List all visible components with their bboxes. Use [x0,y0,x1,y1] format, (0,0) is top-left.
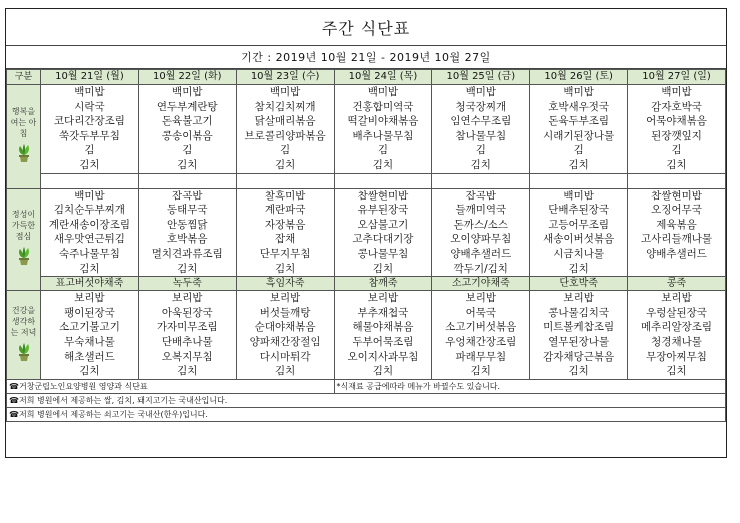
breakfast-day-cell [432,85,530,174]
menu-item: 백미밥 [74,86,105,98]
menu-item: 김 [84,144,95,157]
empty-cell [530,173,628,188]
menu-item: 김치 [470,158,491,171]
menu-item: 시금치나물 [553,247,604,260]
menu-item: 버섯들깨탕 [259,306,311,319]
breakfast-day-cell [138,85,236,174]
menu-item: 김치순두부찌개 [53,204,125,217]
menu-item: 콩송이볶음 [161,129,213,142]
menu-item: 김 [671,144,682,157]
menu-item: 청국장찌개 [455,100,507,113]
dinner-day-cell [628,291,726,380]
lunch-day-cell [236,188,334,277]
menu-item: 백미밥 [172,86,203,98]
menu-item: 다시마튀각 [259,350,311,363]
menu-item: 메추리알장조림 [641,321,713,334]
menu-item: 부추재첩국 [357,306,409,319]
menu-item: 자장볶음 [264,218,306,231]
menu-item: 오삼불고기 [357,218,409,231]
menu-item: 시락국 [74,100,105,113]
menu-item: 양배추샐러드 [450,247,512,260]
dinner-day-cell [530,291,628,380]
lunch-category [7,188,41,291]
header-day: 10월 24일 (목) [334,70,432,85]
menu-item: 두부어묵조림 [352,335,414,348]
menu-item: 깍두기/김치 [453,262,508,275]
menu-item: 무장아찌무침 [646,350,707,363]
dinner-day-cell [138,291,236,380]
menu-item: 쑥갓두부무침 [58,129,120,142]
lunch-day-cell [432,188,530,277]
menu-item: 김치 [274,158,296,171]
menu-item: 잡곡밥 [172,189,203,202]
breakfast-row [7,85,726,174]
empty-cell [236,173,334,188]
menu-item: 배추나물무침 [352,129,414,142]
dinner-day-cell [236,291,334,380]
menu-item: 돈까스/소스 [453,218,508,231]
menu-item: 어묵국 [465,306,497,319]
lunch-day-cell [334,188,432,277]
lunch-row [7,188,726,277]
menu-item: 고추다대기장 [352,233,414,246]
lunch-day-cell [530,188,628,277]
menu-item: 양파채간장절임 [249,335,321,348]
menu-item: 호박볶음 [166,233,208,246]
menu-item: 닭살매리볶음 [254,115,316,128]
menu-item: 브로콜리양파볶음 [244,129,326,142]
menu-sheet [5,8,727,458]
menu-item: 해물야채볶음 [352,321,414,334]
note-menu-change: *식재료 공급에따라 메뉴가 바뀔수도 있습니다. [334,379,725,393]
menu-item: 우엉채간장조림 [445,335,517,348]
dinner-category [7,291,41,380]
menu-item: 김 [182,144,193,157]
menu-item: 제육볶음 [656,218,697,231]
breakfast-category [7,85,41,189]
menu-item: 백미밥 [74,189,105,202]
notes-row-3 [7,407,726,421]
porridge-cell: 단호박죽 [530,277,628,291]
menu-item: 김치 [666,158,687,171]
menu-item: 찰흑미밥 [264,189,306,202]
menu-item: 숙주나물무침 [58,247,120,260]
menu-item: 백미밥 [465,86,497,98]
menu-item: 감자채당근볶음 [543,350,615,363]
menu-item: 보리밥 [367,292,399,305]
menu-item: 김 [475,144,486,157]
breakfast-day-cell [334,85,432,174]
menu-item: 보리밥 [563,292,594,305]
menu-item: 백미밥 [367,86,399,98]
header-day: 10월 27일 (일) [628,70,726,85]
header-day: 10월 25일 (금) [432,70,530,85]
menu-item: 돈육두부조림 [548,115,610,128]
menu-item: 김치 [372,158,394,171]
menu-item: 코다리간장조림 [53,115,125,128]
potted-plant-icon [16,143,32,166]
menu-item: 김치 [177,158,198,171]
breakfast-day-cell [530,85,628,174]
porridge-cell: 표고버섯야채죽 [41,277,139,291]
porridge-cell: 흑임자죽 [236,277,334,291]
menu-item: 새우맛연근튀김 [53,233,125,246]
dinner-day-cell [41,291,139,380]
menu-item: 소고기버섯볶음 [445,321,517,334]
menu-item [628,262,725,277]
menu-item: 백미밥 [563,189,594,202]
menu-item: 김치 [79,365,100,378]
weekly-menu-table [6,69,726,422]
menu-item: 들깨미역국 [455,204,507,217]
header-category: 구분 [7,70,41,85]
menu-item: 김치 [568,365,589,378]
menu-item: 오이양파무침 [450,233,512,246]
dinner-day-cell [334,291,432,380]
dinner-row [7,291,726,380]
menu-item: 김치 [177,262,198,275]
menu-item: 건홍합미역국 [352,100,414,113]
menu-item: 김치 [177,365,198,378]
header-row [7,70,726,85]
menu-item: 호박새우젓국 [548,100,610,113]
empty-cell [334,173,432,188]
menu-item: 우렁살된장국 [646,306,707,319]
menu-item: 아욱된장국 [161,306,213,319]
menu-item: 가자미무조림 [156,321,218,334]
potted-plant-icon [16,246,32,269]
menu-item: 잡채 [274,233,296,246]
menu-item: 시래기된장나물 [543,129,615,142]
menu-item: 고등어무조림 [548,218,610,231]
menu-item: 고사리들깨나물 [641,233,713,246]
menu-item: 떡갈비야채볶음 [347,115,419,128]
menu-item: 무숙채나물 [64,335,115,348]
menu-item: 오복지무침 [161,350,213,363]
menu-item: 감자호박국 [651,100,702,113]
notes-row-1 [7,379,726,393]
menu-item: 찹쌀현미밥 [651,189,702,202]
menu-item: 안동찜닭 [166,218,208,231]
menu-item: 단무지무침 [259,247,311,260]
page-title: 주간 식단표 [6,9,726,46]
menu-item: 보리밥 [269,292,301,305]
porridge-cell: 참깨죽 [334,277,432,291]
menu-item: 김치 [79,262,100,275]
menu-item: 백미밥 [661,86,692,98]
menu-item: 김치 [274,365,296,378]
breakfast-spacer-row [7,173,726,188]
menu-item: 백미밥 [269,86,301,98]
menu-item: 참나물무침 [455,129,507,142]
menu-item: 파래무무침 [455,350,507,363]
porridge-cell: 콩죽 [628,277,726,291]
menu-item: 계란새송이장조림 [48,218,130,231]
menu-item: 보리밥 [465,292,497,305]
lunch-day-cell [41,188,139,277]
menu-item: 보리밥 [661,292,692,305]
menu-item: 참치김치찌개 [254,100,316,113]
note-origin-beef: ☎저희 병원에서 제공하는 쇠고기는 국내산(한우)입니다. [7,407,726,421]
porridge-cell: 녹두죽 [138,277,236,291]
empty-cell [41,173,139,188]
menu-item: 유부된장국 [357,204,409,217]
lunch-day-cell [628,188,726,277]
note-hospital: ☎거창군립노인요양병원 영양과 식단표 [7,379,335,393]
menu-item: 김치 [372,365,394,378]
potted-plant-icon [16,342,32,365]
menu-item: 오징어무국 [651,204,702,217]
notes-row-2 [7,393,726,407]
porridge-cell: 소고기야채죽 [432,277,530,291]
menu-item: 임연수무조림 [450,115,512,128]
header-day: 10월 23일 (수) [236,70,334,85]
menu-item: 찹쌀현미밥 [357,189,409,202]
menu-item: 보리밥 [172,292,203,305]
menu-item: 단배추나물 [161,335,213,348]
menu-item: 미트볼케찹조림 [543,321,615,334]
menu-item: 돈육불고기 [161,115,213,128]
menu-item: 김치 [79,158,100,171]
menu-item: 소고기불고기 [58,321,120,334]
menu-item: 김 [280,144,291,157]
breakfast-day-cell [628,85,726,174]
dinner-label: 건강을 생각하는 저녁 [10,305,37,337]
empty-cell [138,173,236,188]
menu-item: 김치 [568,158,589,171]
menu-item: 콩나물김치국 [548,306,610,319]
header-day: 10월 22일 (화) [138,70,236,85]
menu-item: 동태무국 [166,204,208,217]
breakfast-day-cell [41,85,139,174]
menu-item: 김치 [372,262,394,275]
menu-item: 어묵야채볶음 [646,115,707,128]
menu-item: 김치 [274,262,296,275]
date-range: 기간 : 2019년 10월 21일 - 2019년 10월 27일 [6,46,726,69]
menu-item: 새송이버섯볶음 [543,233,615,246]
menu-item: 김치 [470,365,491,378]
header-day: 10월 21일 (월) [41,70,139,85]
menu-item: 김치 [666,365,687,378]
menu-item: 오이지사과무침 [347,350,419,363]
menu-item: 열무된장나물 [548,335,610,348]
menu-item: 콩나물무침 [357,247,409,260]
menu-item: 청경채나물 [651,335,702,348]
header-day: 10월 26일 (토) [530,70,628,85]
note-origin-rice-kimchi-pork: ☎저희 병원에서 제공하는 쌀, 김치, 돼지고기는 국내산입니다. [7,393,726,407]
menu-item: 잡곡밥 [465,189,497,202]
porridge-row [7,277,726,291]
menu-item: 된장깻잎지 [651,129,702,142]
dinner-day-cell [432,291,530,380]
lunch-day-cell [138,188,236,277]
empty-cell [628,173,726,188]
menu-item: 멸치견과류조림 [151,247,223,260]
menu-item: 김치 [568,262,589,275]
menu-item: 계란파국 [264,204,306,217]
menu-item: 해초샐러드 [64,350,115,363]
menu-item: 보리밥 [74,292,105,305]
breakfast-label: 행복을 여는 아침 [10,107,37,139]
menu-item: 양배추샐러드 [646,247,707,260]
menu-item: 팽이된장국 [64,306,115,319]
empty-cell [432,173,530,188]
menu-item: 순대야채볶음 [254,321,316,334]
menu-item: 단배추된장국 [548,204,610,217]
menu-item: 연두부계란탕 [156,100,218,113]
lunch-label: 정성이 가득한 점심 [11,210,36,242]
menu-item: 김 [573,144,584,157]
menu-item: 백미밥 [563,86,594,98]
menu-item: 김 [377,144,389,157]
breakfast-day-cell [236,85,334,174]
